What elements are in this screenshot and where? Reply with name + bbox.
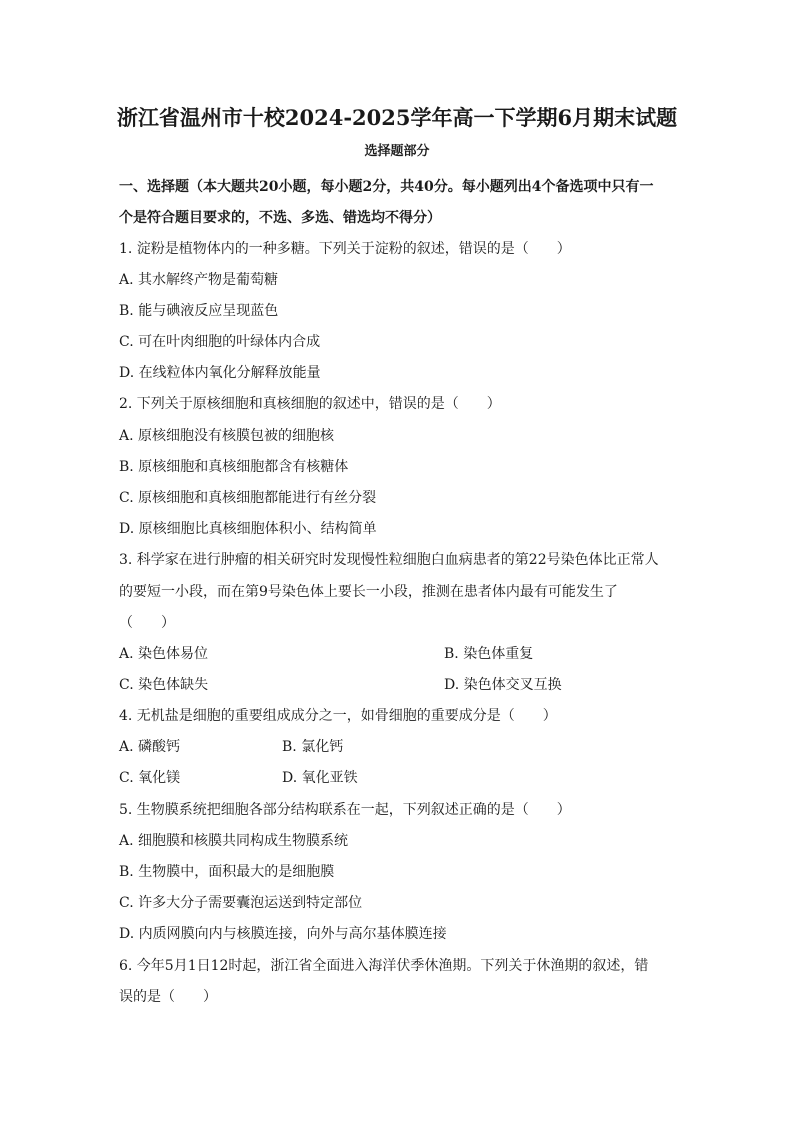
question-4-option-d: D. 氧化亚铁 bbox=[282, 770, 358, 786]
question-4-option-a: A. 磷酸钙 bbox=[119, 739, 181, 755]
question-4-stem: 4. 无机盐是细胞的重要组成成分之一，如骨细胞的重要成分是（ ） bbox=[119, 708, 557, 724]
exam-title: 浙江省温州市十校2024-2025学年高一下学期6月期末试题 bbox=[116, 105, 678, 130]
question-6-stem-line-1: 6. 今年5月1日12时起，浙江省全面进入海洋伏季休渔期。下列关于休渔期的叙述，错 bbox=[119, 958, 649, 974]
question-3-option-d: D. 染色体交叉互换 bbox=[444, 677, 562, 693]
question-5-option-a: A. 细胞膜和核膜共同构成生物膜系统 bbox=[119, 833, 349, 849]
question-1-option-c: C. 可在叶肉细胞的叶绿体内合成 bbox=[119, 334, 321, 350]
question-3-option-c: C. 染色体缺失 bbox=[119, 677, 209, 693]
question-2-option-c: C. 原核细胞和真核细胞都能进行有丝分裂 bbox=[119, 490, 377, 506]
question-3-option-b: B. 染色体重复 bbox=[444, 646, 534, 662]
question-5-option-d: D. 内质网膜向内与核膜连接，向外与高尔基体膜连接 bbox=[119, 926, 447, 942]
question-1-option-d: D. 在线粒体内氧化分解释放能量 bbox=[119, 365, 321, 381]
question-2-option-d: D. 原核细胞比真核细胞体积小、结构简单 bbox=[119, 521, 377, 537]
question-2-option-b: B. 原核细胞和真核细胞都含有核糖体 bbox=[119, 459, 349, 475]
question-5-option-b: B. 生物膜中，面积最大的是细胞膜 bbox=[119, 864, 335, 880]
question-6-stem-line-2: 误的是（ ） bbox=[119, 989, 217, 1005]
question-1-stem: 1. 淀粉是植物体内的一种多糖。下列关于淀粉的叙述，错误的是（ ） bbox=[119, 241, 571, 257]
question-1-option-a: A. 其水解终产物是葡萄糖 bbox=[119, 272, 279, 288]
section-heading-line-1: 一、选择题（本大题共20小题，每小题2分，共40分。每小题列出4个备选项中只有一 bbox=[119, 179, 654, 195]
question-4-option-c: C. 氧化镁 bbox=[119, 770, 181, 786]
question-5-stem: 5. 生物膜系统把细胞各部分结构联系在一起，下列叙述正确的是（ ） bbox=[119, 802, 571, 818]
question-1-option-b: B. 能与碘液反应呈现蓝色 bbox=[119, 303, 279, 319]
question-3-stem-line-3: （ ） bbox=[119, 615, 175, 631]
question-3-option-a: A. 染色体易位 bbox=[119, 646, 209, 662]
question-2-option-a: A. 原核细胞没有核膜包被的细胞核 bbox=[119, 428, 335, 444]
section-subtitle: 选择题部分 bbox=[364, 144, 430, 159]
section-heading-line-2: 个是符合题目要求的，不选、多选、错选均不得分） bbox=[119, 210, 441, 226]
question-3-stem-line-2: 的要短一小段，而在第9号染色体上要长一小段，推测在患者体内最有可能发生了 bbox=[119, 584, 618, 600]
question-5-option-c: C. 许多大分子需要囊泡运送到特定部位 bbox=[119, 895, 363, 911]
question-3-stem-line-1: 3. 科学家在进行肿瘤的相关研究时发现慢性粒细胞白血病患者的第22号染色体比正常人 bbox=[119, 552, 659, 568]
question-4-option-b: B. 氯化钙 bbox=[282, 739, 344, 755]
question-2-stem: 2. 下列关于原核细胞和真核细胞的叙述中，错误的是（ ） bbox=[119, 396, 501, 412]
